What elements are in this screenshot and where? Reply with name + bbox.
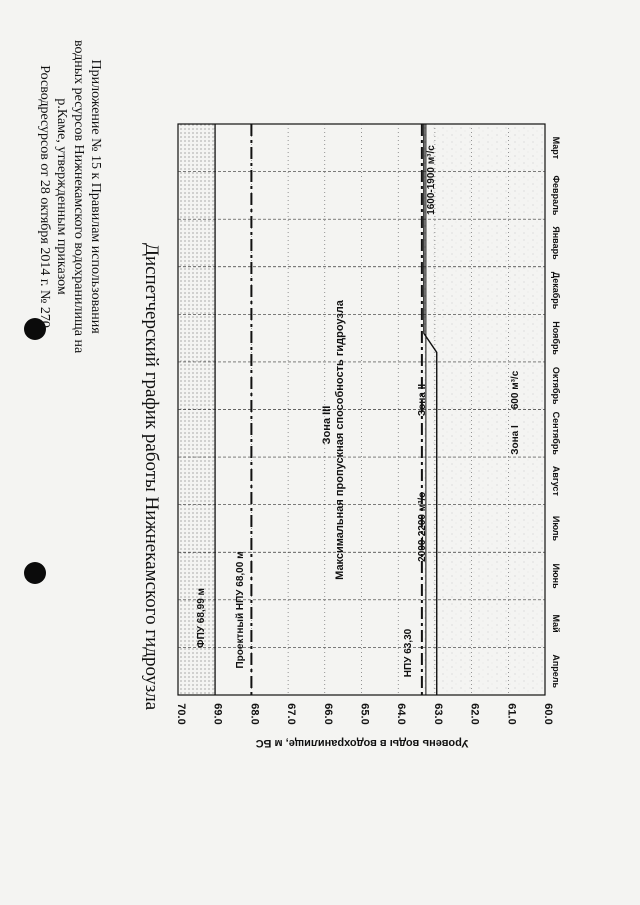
fpu-label: ФПУ 68,99 м	[196, 588, 207, 648]
header-line-3: р.Каме, утвержденным приказом	[54, 98, 69, 295]
level-tick-label: 62.0	[468, 703, 481, 725]
header-line-1: Приложение № 15 к Правилам использования	[88, 59, 103, 334]
month-tick-label: Декабрь	[551, 271, 561, 310]
month-tick-label: Ноябрь	[551, 321, 561, 355]
max-capacity-label: Максимальная пропускная способность гидроузла	[334, 300, 346, 580]
flow-zone-1-label: 600 м³/с	[510, 370, 521, 410]
level-tick-label: 70.0	[175, 703, 187, 725]
month-tick-label: Июнь	[551, 563, 561, 589]
month-tick-label: Апрель	[551, 654, 561, 689]
month-tick-label: Август	[551, 465, 561, 496]
design-npu-label: Проектный НПУ 68,00 м	[235, 551, 246, 669]
level-tick-label: 63.0	[431, 703, 444, 725]
month-tick-label: Сентябрь	[551, 411, 561, 455]
flow-winter-label: 1600-1900 м³/с	[426, 145, 437, 215]
level-tick-label: 69.0	[211, 703, 224, 725]
npu-label: НПУ 63,30	[403, 628, 414, 678]
zone-2-label: Зона II	[417, 383, 428, 417]
level-tick-label: 68.0	[248, 703, 261, 725]
month-tick-label: Февраль	[551, 175, 561, 216]
level-tick-label: 64.0	[395, 703, 408, 725]
level-tick-label: 67.0	[285, 703, 298, 725]
month-tick-label: Октябрь	[551, 366, 561, 405]
header-line-4: Росводресурсов от 28 октября 2014 г. № 270	[37, 65, 52, 328]
flow-summer-label: 2000-2200 м³/с	[417, 492, 428, 562]
y-axis-label: Уровень воды в водохранилище, м БС	[255, 737, 469, 749]
level-tick-label: 65.0	[358, 703, 371, 725]
month-tick-label: Март	[551, 136, 561, 159]
header-line-2: водных ресурсов Нижнекамского водохранилища на	[71, 40, 86, 354]
zone-1-label: Зона I	[510, 425, 521, 455]
level-tick-label: 60.0	[542, 703, 554, 725]
level-tick-label: 66.0	[321, 703, 334, 725]
chart-title: Диспетчерский график работы Нижнекамского гидроузла	[141, 243, 162, 711]
level-tick-label: 61.0	[505, 703, 518, 725]
month-tick-label: Июль	[551, 515, 561, 542]
zone-3-label: Зона III	[321, 405, 333, 445]
month-tick-label: Январь	[551, 226, 561, 260]
month-tick-label: Май	[551, 614, 561, 633]
